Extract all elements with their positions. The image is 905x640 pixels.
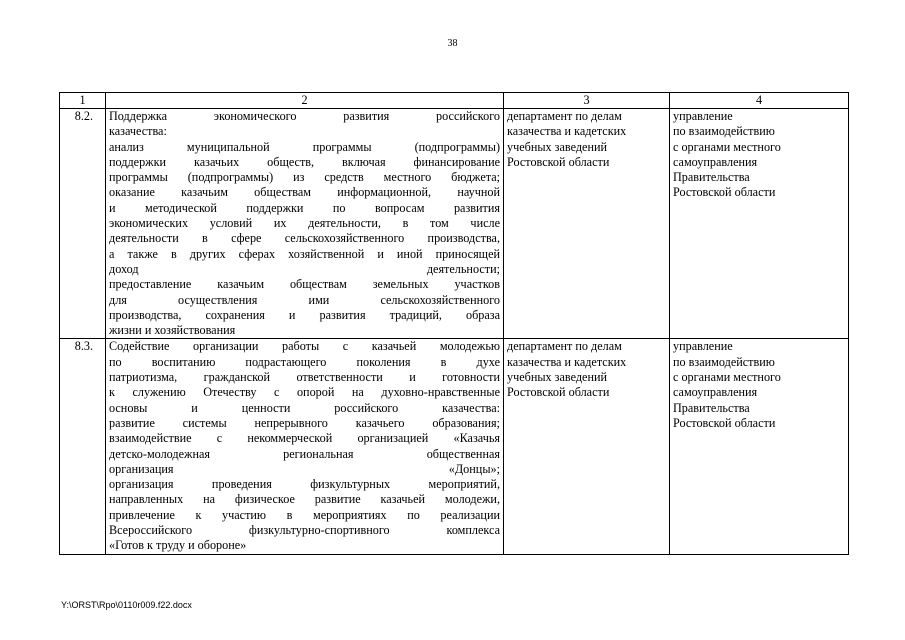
content-line: детско-молодежная региональная общественная xyxy=(109,446,500,461)
row-number: 8.3. xyxy=(60,339,106,554)
content-line: производства, сохранения и развития традиций, образа xyxy=(109,307,500,322)
responsible-line: Ростовской области xyxy=(507,154,610,169)
coexecutor-line: самоуправления xyxy=(673,385,758,400)
responsible-line: департамент по делам xyxy=(507,339,622,354)
row-content xyxy=(106,339,504,554)
content-line: казачества: xyxy=(109,124,167,139)
content-line: поддержки казачьих обществ, включая финансирование xyxy=(109,154,500,169)
content-line: привлечение к участию в мероприятиях по реализации xyxy=(109,507,500,522)
content-line: Всероссийского физкультурно-спортивного комплекса xyxy=(109,523,500,538)
coexecutor-line: управление xyxy=(673,339,733,354)
header-col-number: 1 xyxy=(60,93,106,109)
responsible-line: казачества и кадетских xyxy=(507,124,627,139)
content-line: деятельности в сфере сельскохозяйственного производства, xyxy=(109,231,500,246)
row-content xyxy=(106,109,504,339)
coexecutor-line: по взаимодействию xyxy=(673,124,775,139)
header-col-content: 2 xyxy=(106,93,504,109)
page-number: 38 xyxy=(447,38,458,49)
content-line: Содействие организации работы с казачьей молодежью xyxy=(109,339,500,354)
content-line: жизни и хозяйствования xyxy=(109,323,236,338)
coexecutor-line: Правительства xyxy=(673,400,750,415)
responsible-line: учебных заведений xyxy=(507,139,608,154)
coexecutor-line: по взаимодействию xyxy=(673,354,775,369)
content-line: экономических условий их деятельности, в том числе xyxy=(109,216,500,231)
row-number: 8.2. xyxy=(60,109,106,339)
coexecutor-line: с органами местного xyxy=(673,370,781,385)
table-header-row xyxy=(60,93,849,109)
coexecutor-line: Ростовской области xyxy=(673,185,776,200)
responsible-line: Ростовской области xyxy=(507,385,610,400)
row-responsible xyxy=(504,339,670,554)
footer-file-path: Y:\ORST\Rpo\0110r009.f22.docx xyxy=(61,600,192,610)
content-line: оказание казачьим обществам информационной, научной xyxy=(109,185,500,200)
content-line: «Готов к труду и обороне» xyxy=(109,538,247,553)
content-line: организация «Донцы»; xyxy=(109,461,500,476)
row-coexecutor xyxy=(670,339,849,554)
content-line: и методической поддержки по вопросам развития xyxy=(109,200,500,215)
coexecutor-line: Правительства xyxy=(673,170,750,185)
content-line: организация проведения физкультурных мероприятий, xyxy=(109,477,500,492)
header-col-responsible: 3 xyxy=(504,93,670,109)
row-responsible xyxy=(504,109,670,339)
content-line: для осуществления ими сельскохозяйственного xyxy=(109,292,500,307)
responsible-line: учебных заведений xyxy=(507,370,608,385)
content-line: по воспитанию подрастающего поколения в духе xyxy=(109,354,500,369)
document-table xyxy=(59,92,849,555)
table-row xyxy=(60,339,849,554)
content-line: развитие системы непрерывного казачьего образования; xyxy=(109,415,500,430)
coexecutor-line: самоуправления xyxy=(673,154,758,169)
content-line: взаимодействие с некоммерческой организацией «Казачья xyxy=(109,431,500,446)
content-line: а также в других сферах хозяйственной и иной приносящей xyxy=(109,246,500,261)
coexecutor-line: управление xyxy=(673,109,733,123)
coexecutor-line: Ростовской области xyxy=(673,415,776,430)
responsible-line: департамент по делам xyxy=(507,109,622,123)
row-coexecutor xyxy=(670,109,849,339)
content-line: анализ муниципальной программы (подпрограммы) xyxy=(109,139,500,154)
content-line: основы и ценности российского казачества: xyxy=(109,400,500,415)
content-line: предоставление казачьим обществам земельных участков xyxy=(109,277,500,292)
coexecutor-line: с органами местного xyxy=(673,139,781,154)
content-line: направленных на физическое развитие казачьей молодежи, xyxy=(109,492,500,507)
content-line: к служению Отечеству с опорой на духовно-нравственные xyxy=(109,385,500,400)
responsible-line: казачества и кадетских xyxy=(507,354,627,369)
table-row xyxy=(60,109,849,339)
header-col-coexecutor: 4 xyxy=(670,93,849,109)
content-line: доход деятельности; xyxy=(109,261,500,276)
content-line: патриотизма, гражданской ответственности и готовности xyxy=(109,370,500,385)
content-line: Поддержка экономического развития российского xyxy=(109,109,500,123)
content-line: программы (подпрограммы) из средств местного бюджета; xyxy=(109,170,500,185)
